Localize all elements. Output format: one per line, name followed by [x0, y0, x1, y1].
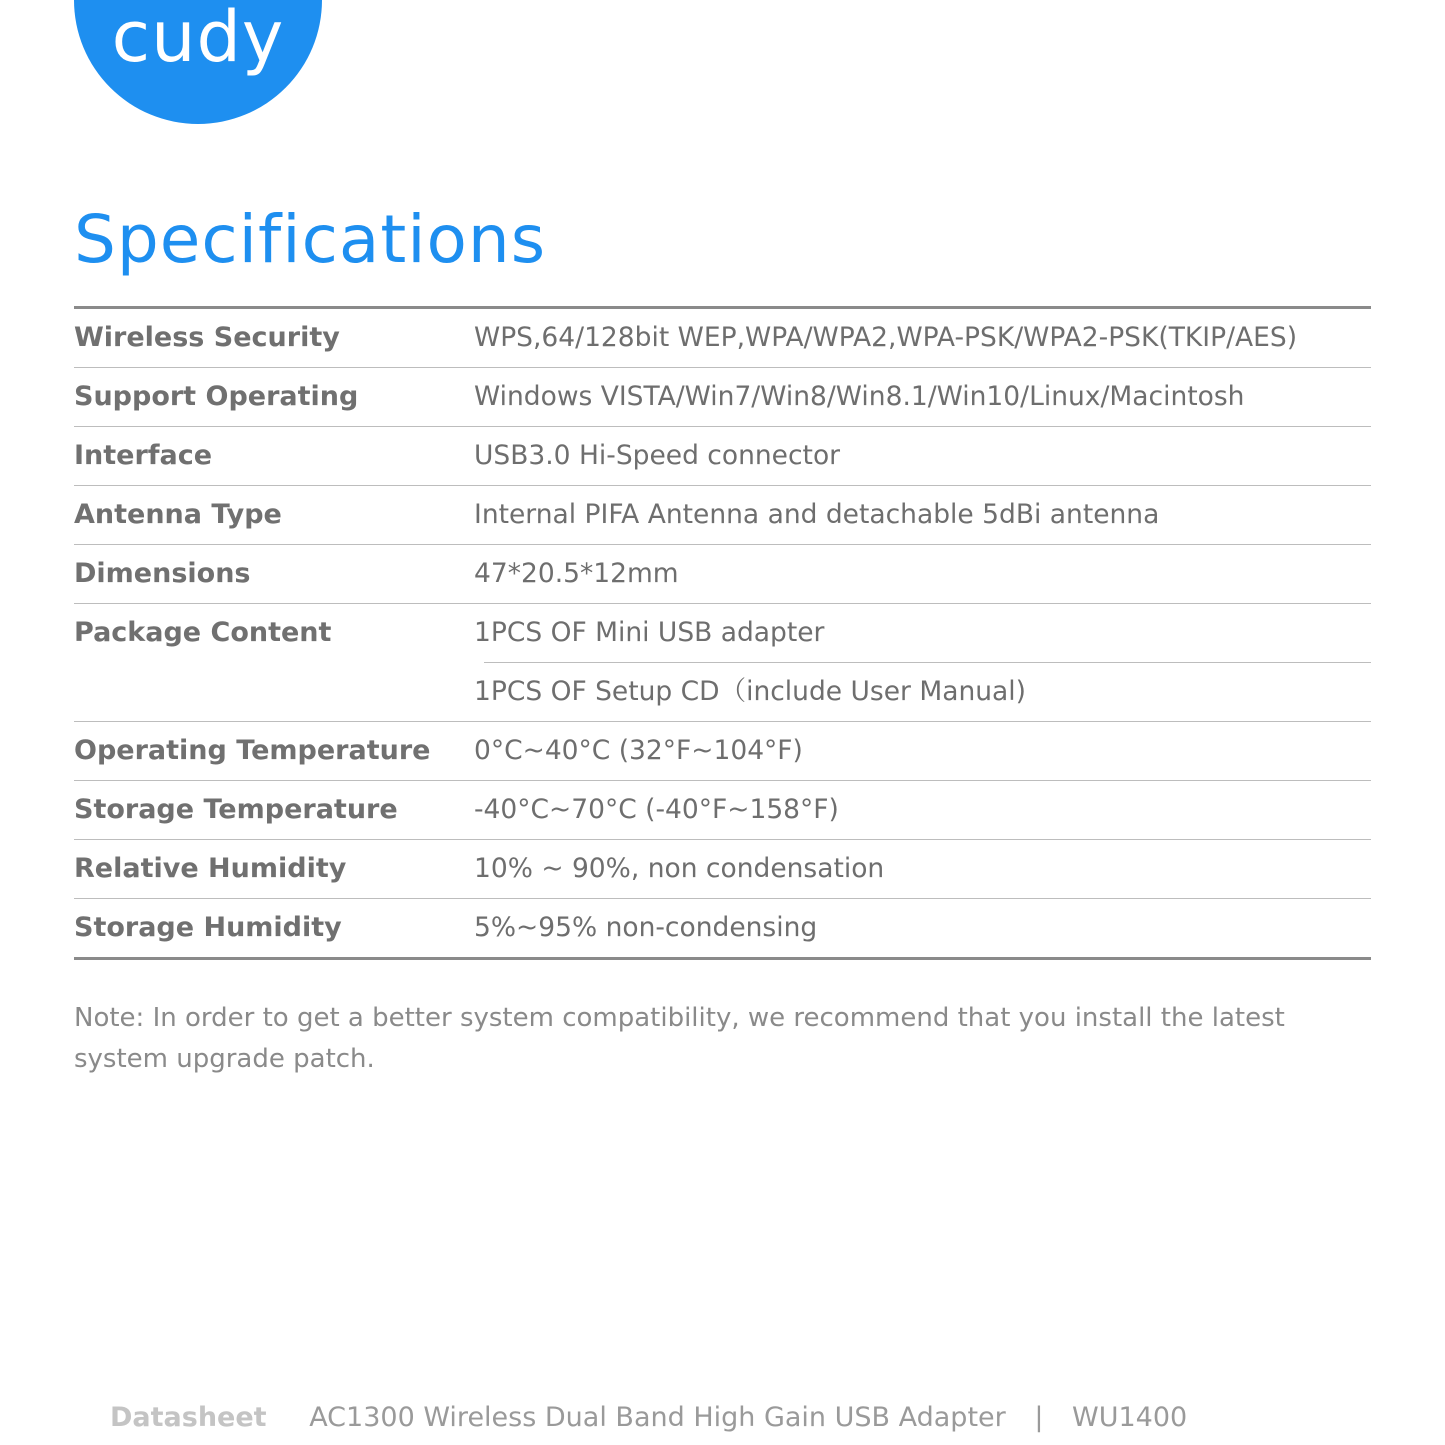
spec-row	[74, 722, 1371, 781]
spec-value: 1PCS OF Setup CD（include User Manual)	[484, 662, 1371, 721]
spec-row	[74, 368, 1371, 427]
spec-value: 10% ~ 90%, non condensation	[474, 853, 885, 884]
spec-value: WPS,64/128bit WEP,WPA/WPA2,WPA-PSK/WPA2-PSK(TKIP/AES)	[474, 322, 1298, 353]
spec-label: Wireless Security	[74, 322, 340, 353]
spec-row	[74, 899, 1371, 957]
footer	[110, 1402, 1187, 1434]
spec-value: USB3.0 Hi-Speed connector	[474, 440, 841, 471]
specifications-table	[74, 306, 1371, 960]
spec-values	[474, 545, 1371, 603]
spec-label: Support Operating	[74, 381, 359, 412]
footer-model: WU1400	[1072, 1402, 1188, 1433]
spec-values	[474, 309, 1371, 367]
spec-values	[474, 899, 1371, 957]
spec-label: Storage Humidity	[74, 912, 342, 943]
spec-label: Relative Humidity	[74, 853, 347, 884]
spec-values	[474, 368, 1371, 426]
cudy-logo	[74, 0, 322, 124]
spec-row	[74, 486, 1371, 545]
spec-label: Storage Temperature	[74, 794, 398, 825]
spec-row	[74, 427, 1371, 486]
spec-row	[74, 781, 1371, 840]
spec-row	[74, 840, 1371, 899]
compatibility-note: Note: In order to get a better system compatibility, we recommend that you install the latest system upgrade patch.	[74, 1003, 1285, 1074]
spec-label: Interface	[74, 440, 213, 471]
footer-doc-type: Datasheet	[110, 1402, 267, 1433]
spec-values	[474, 486, 1371, 544]
spec-label: Package Content	[74, 617, 332, 648]
spec-label: Antenna Type	[74, 499, 282, 530]
spec-value: Windows VISTA/Win7/Win8/Win8.1/Win10/Linux/Macintosh	[474, 381, 1245, 412]
spec-row	[74, 309, 1371, 368]
spec-value: 47*20.5*12mm	[474, 558, 679, 589]
page-title: Specifications	[74, 201, 547, 278]
spec-values	[474, 840, 1371, 898]
spec-row	[74, 545, 1371, 604]
footer-product-name: AC1300 Wireless Dual Band High Gain USB Adapter	[309, 1402, 1006, 1433]
spec-values	[474, 781, 1371, 839]
footer-separator: |	[1034, 1402, 1044, 1433]
spec-row	[74, 604, 1371, 722]
spec-value: Internal PIFA Antenna and detachable 5dBi antenna	[474, 499, 1160, 530]
spec-label: Dimensions	[74, 558, 251, 589]
logo-wordmark: cudy	[111, 0, 285, 78]
spec-value: 5%~95% non-condensing	[474, 912, 818, 943]
spec-value: -40°C~70°C (-40°F~158°F)	[474, 794, 839, 825]
spec-values	[474, 722, 1371, 780]
spec-values	[474, 427, 1371, 485]
spec-value: 1PCS OF Mini USB adapter	[474, 617, 825, 648]
spec-label: Operating Temperature	[74, 735, 431, 766]
spec-value: 0°C~40°C (32°F~104°F)	[474, 735, 803, 766]
spec-values	[474, 604, 1371, 721]
